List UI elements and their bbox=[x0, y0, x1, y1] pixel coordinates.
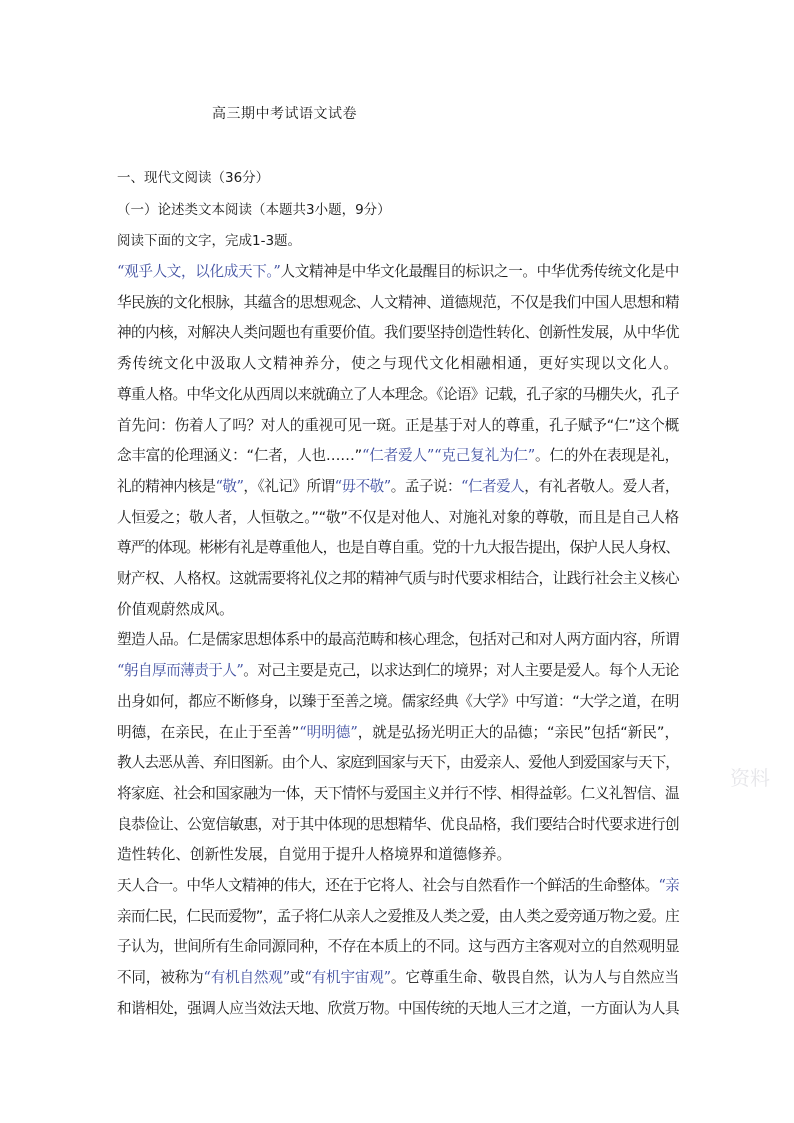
subsection-heading: （一）论述类文本阅读（本题共3小题，9分） bbox=[117, 202, 391, 218]
text-line bbox=[117, 383, 679, 404]
text-segment: ，有礼者敬人。爱人者， bbox=[524, 477, 679, 495]
text-line bbox=[117, 567, 679, 588]
text-segment: 财产权、人格权。这就需要将礼仪之邦的精神气质与时代要求相结合，让践行社会主义核心 bbox=[117, 570, 679, 587]
text-line bbox=[117, 536, 679, 557]
text-line bbox=[117, 782, 679, 803]
text-segment: 尊重人格。中华文化从西周以来就确立了人本理念。《论语》记载，孔子家的马棚失火，孔子 bbox=[117, 385, 679, 403]
text-segment: 或 bbox=[289, 969, 305, 987]
text-line bbox=[117, 966, 679, 987]
text-line bbox=[117, 659, 679, 680]
text-segment: 秀传统文化中汲取人文精神养分，使之与现代文化相融相通，更好实现以文化人。 bbox=[117, 355, 679, 373]
text-segment: 尊严的体现。彬彬有礼是尊重他人，也是自尊自重。党的十九大报告提出，保护人民人身权、 bbox=[117, 539, 679, 557]
text-segment: 。对己主要是克己，以求达到仁的境界；对人主要是爱人。每个人无论 bbox=[243, 662, 679, 680]
text-segment: 教人去恶从善、弃旧图新。由个人、家庭到国家与天下，由爱亲人、爱他人到爱国家与天下， bbox=[117, 754, 679, 772]
text-line bbox=[117, 598, 234, 619]
text-line bbox=[117, 291, 679, 312]
text-line bbox=[117, 506, 679, 527]
text-segment: 人文精神是中华文化最醒目的标识之一。中华优秀传统文化是中 bbox=[280, 263, 679, 280]
quote-highlight: “敬” bbox=[215, 477, 244, 495]
text-line bbox=[117, 905, 679, 926]
text-segment: 天人合一。中华人文精神的伟大，还在于它将人、社会与自然看作一个鲜活的生命整体。 bbox=[117, 877, 659, 894]
text-segment: 将家庭、社会和国家融为一体，天下情怀与爱国主义并行不悖、相得益彰。仁义礼智信、温 bbox=[117, 784, 679, 802]
text-segment: ，就是弘扬光明正大的品德；“亲民”包括“新民”， bbox=[357, 723, 680, 741]
quote-highlight: “克己复礼为仁” bbox=[434, 447, 536, 465]
watermark: 资料 bbox=[730, 766, 770, 790]
text-segment: 子认为，世间所有生命同源同种，不存在本质上的不同。这与西方主客观对立的自然观明显 bbox=[117, 938, 679, 956]
quote-highlight: “亲 bbox=[658, 877, 679, 894]
quote-highlight: “仁者爱人” bbox=[362, 447, 435, 465]
text-segment: 良恭俭让、公宽信敏惠，对于其中体现的思想精华、优良品格，我们要结合时代要求进行创 bbox=[117, 815, 679, 833]
text-segment: 和谐相处，强调人应当效法天地、欣赏万物。中国传统的天地人三才之道，一方面认为人具 bbox=[117, 999, 679, 1017]
text-segment: 人恒爱之；敬人者，人恒敬之。”“敬”不仅是对他人、对施礼对象的尊敬，而且是自己人格 bbox=[117, 508, 679, 526]
page-title: 高三期中考试语文试卷 bbox=[212, 106, 357, 122]
text-line bbox=[117, 843, 511, 864]
quote-highlight: “躬自厚而薄责于人” bbox=[117, 662, 244, 680]
text-line bbox=[117, 475, 679, 496]
text-line bbox=[117, 260, 679, 281]
quote-highlight: “毋不敬” bbox=[334, 477, 391, 495]
text-segment: 。它尊重生命、敬畏自然，认为人与自然应当 bbox=[390, 969, 679, 987]
text-line bbox=[117, 321, 679, 342]
text-segment: ，《礼记》所谓 bbox=[243, 477, 335, 495]
text-line bbox=[117, 751, 679, 772]
text-segment: 神的内核，对解决人类问题也有重要价值。我们要坚持创造性转化、创新性发展，从中华优 bbox=[117, 324, 679, 342]
text-segment: 出身如何，都应不断修身，以臻于至善之境。儒家经典《大学》中写道：“大学之道，在明 bbox=[117, 692, 679, 710]
text-line bbox=[117, 414, 679, 435]
text-segment: 亲而仁民，仁民而爱物”，孟子将仁从亲人之爱推及人类之爱，由人类之爱旁通万物之爱。庄 bbox=[117, 907, 679, 925]
text-segment: 。孟子说： bbox=[390, 477, 462, 495]
text-segment: 。仁的外在表现是礼， bbox=[535, 447, 679, 465]
text-segment: 明德，在亲民，在止于至善” bbox=[117, 723, 300, 741]
text-segment: 念丰富的伦理涵义：“仁者，人也……” bbox=[117, 447, 363, 465]
text-segment: 不同，被称为 bbox=[117, 969, 204, 987]
text-segment: 首先问：伤着人了吗？对人的重视可见一斑。正是基于对人的尊重，孔子赋予“仁”这个概 bbox=[117, 416, 679, 434]
text-segment: 塑造人品。仁是儒家思想体系中的最高范畴和核心理念，包括对己和对人两方面内容，所谓 bbox=[117, 631, 679, 649]
quote-highlight: “仁者爱人 bbox=[461, 477, 525, 495]
text-line bbox=[117, 997, 679, 1018]
text-line bbox=[117, 874, 679, 895]
instruction-text: 阅读下面的文字，完成1-3题。 bbox=[117, 233, 302, 249]
quote-highlight: “观乎人文，以化成天下。” bbox=[117, 263, 281, 280]
text-line bbox=[117, 935, 679, 956]
quote-highlight: “有机宇宙观” bbox=[304, 969, 391, 987]
text-segment: 价值观蔚然成风。 bbox=[117, 600, 234, 618]
quote-highlight: “明明德” bbox=[299, 723, 358, 741]
text-line bbox=[117, 721, 679, 742]
text-line bbox=[117, 813, 679, 834]
text-line bbox=[117, 444, 679, 465]
text-line bbox=[117, 628, 679, 649]
text-segment: 华民族的文化根脉，其蕴含的思想观念、人文精神、道德规范，不仅是我们中国人思想和精 bbox=[117, 293, 679, 311]
section-heading: 一、现代文阅读（36分） bbox=[117, 170, 270, 186]
text-segment: 礼的精神内核是 bbox=[117, 477, 216, 495]
text-segment: 造性转化、创新性发展，自觉用于提升人格境界和道德修养。 bbox=[117, 846, 512, 864]
quote-highlight: “有机自然观” bbox=[203, 969, 290, 987]
text-line bbox=[117, 352, 679, 373]
text-line bbox=[117, 690, 679, 711]
